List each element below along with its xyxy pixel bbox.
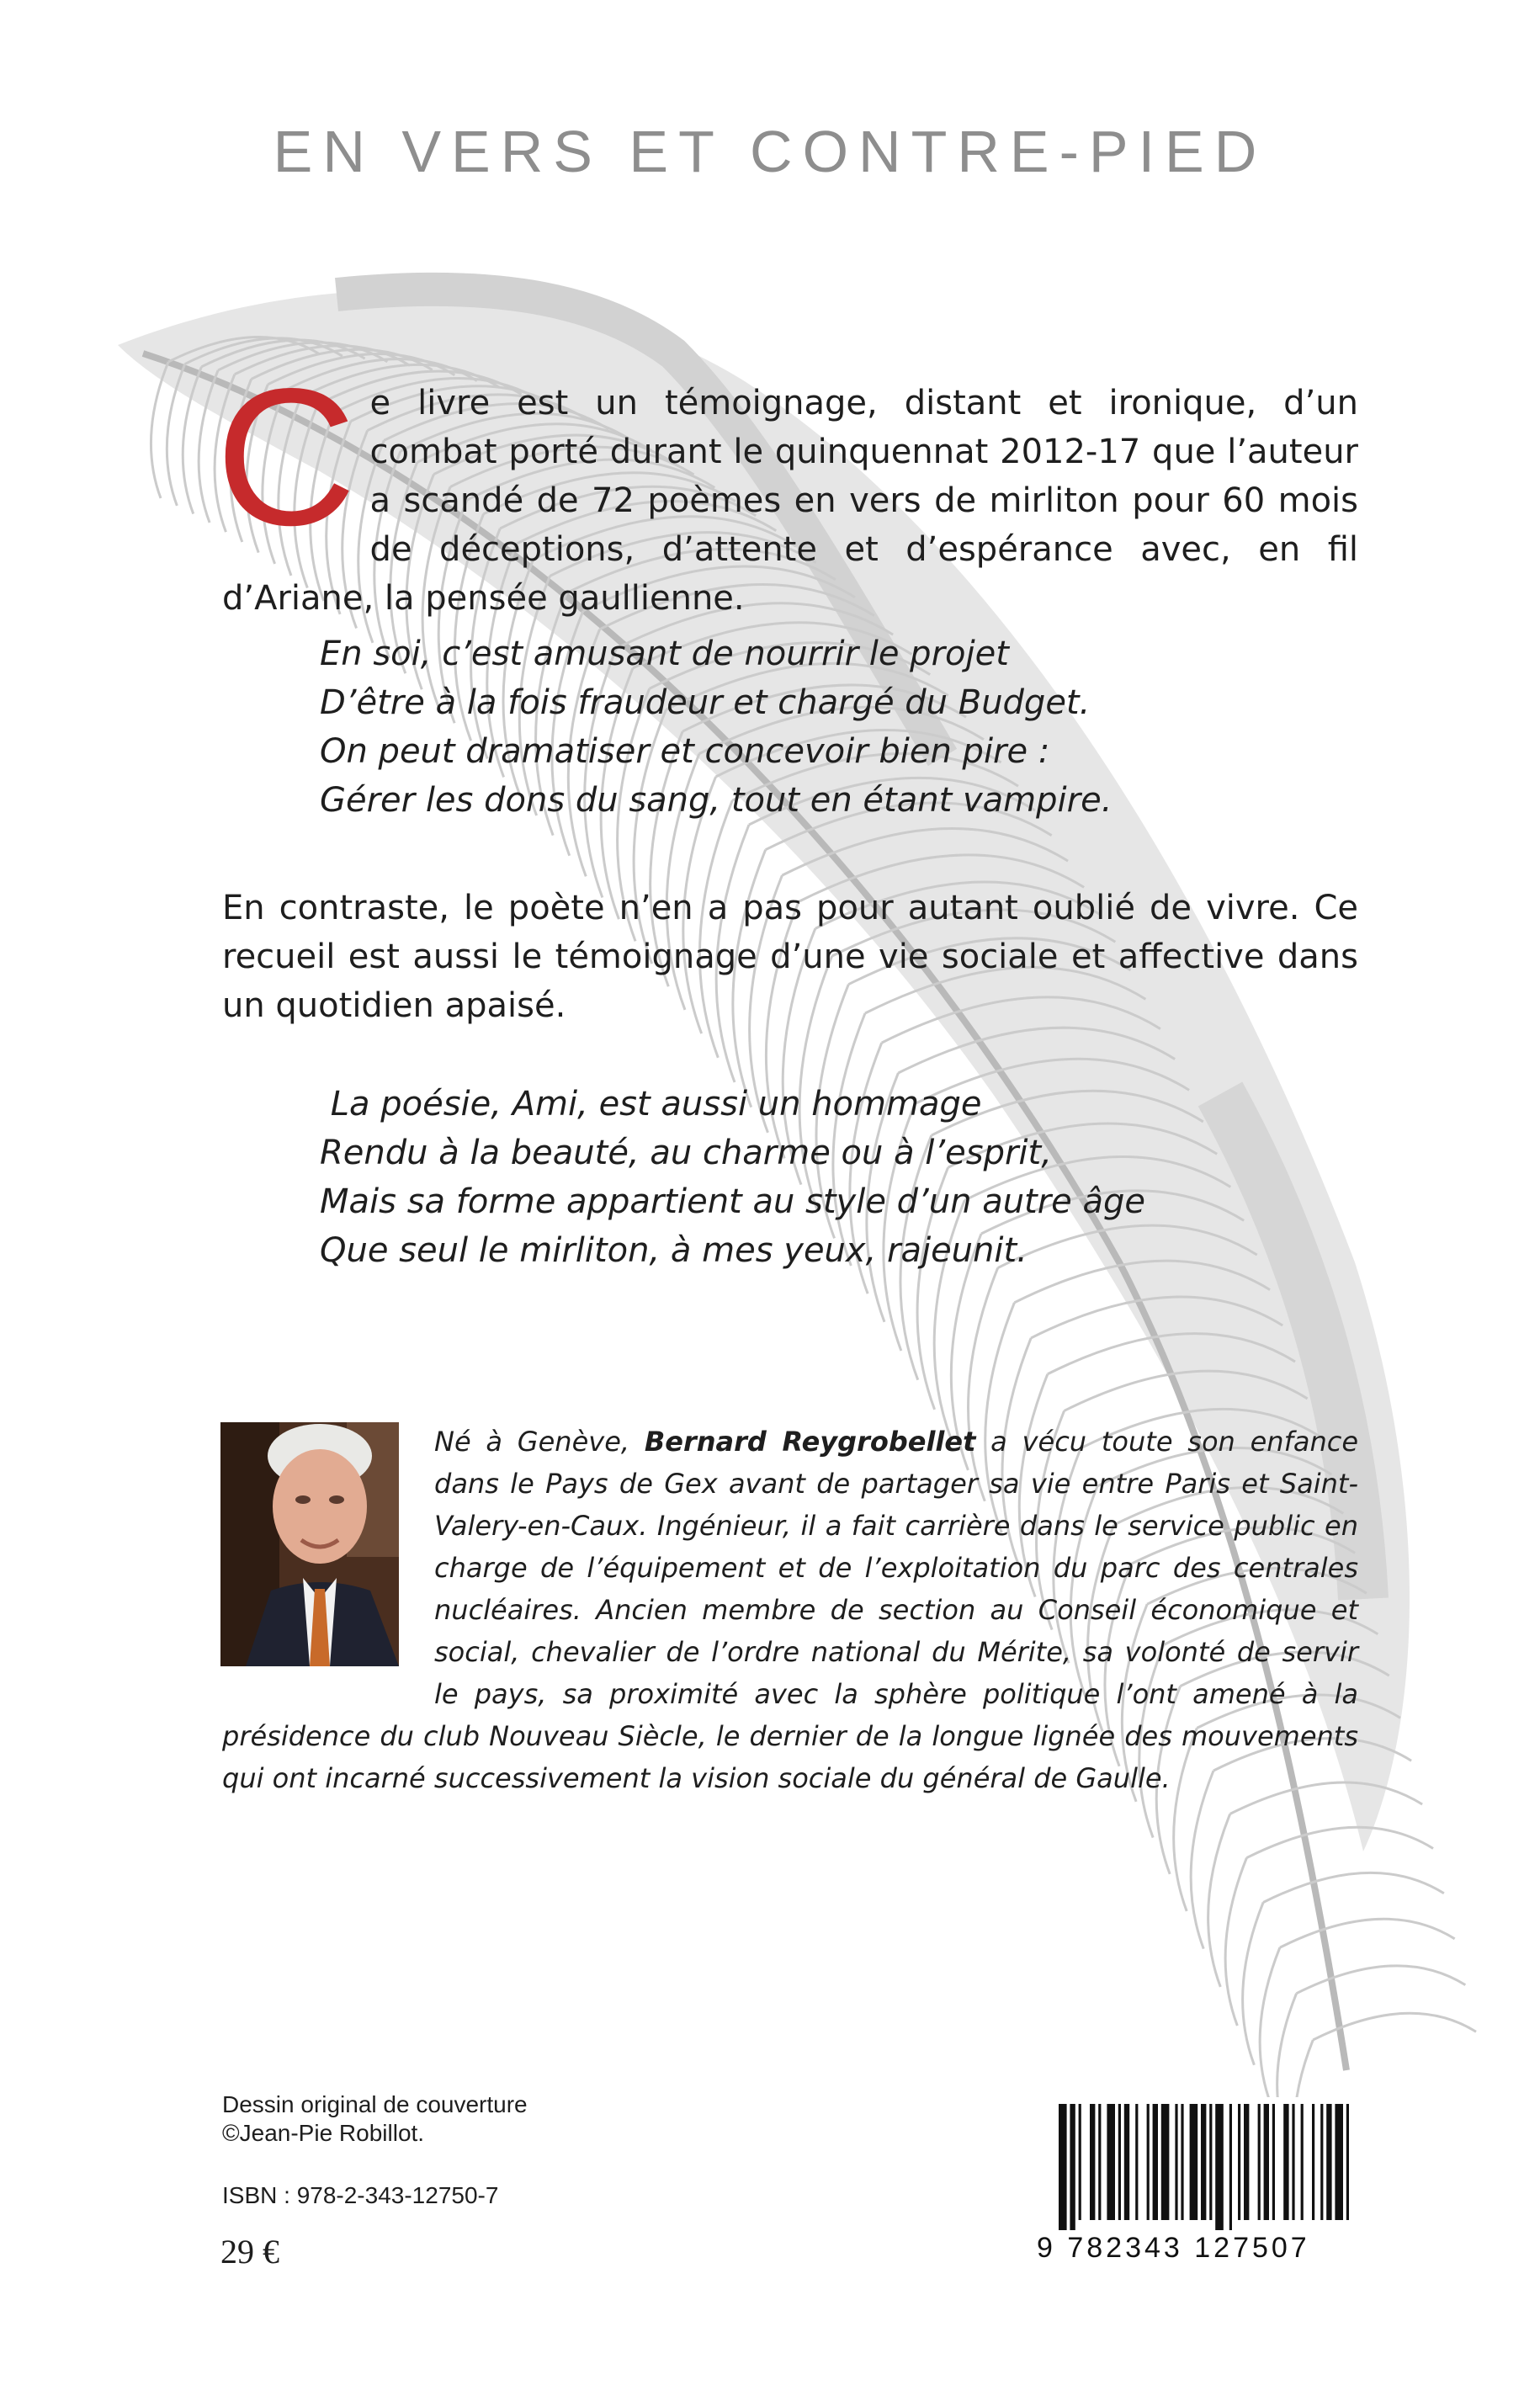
author-name: Bernard Reygrobellet [644, 1426, 976, 1458]
verse-line: La poésie, Ami, est aussi un hommage [320, 1085, 982, 1123]
verse-line: Que seul le mirliton, à mes yeux, rajeunit. [320, 1231, 1028, 1270]
intro-text: e livre est un témoignage, distant et ironique, d’un combat porté durant le quinquennat 2012-17 que l’auteur a scandé de 72 poèmes en vers de mirliton pour 60 mois de déceptions, d’attente et d’espérance avec, en fil d’Ariane, la pensée gaullienne. [222, 384, 1358, 618]
credit-line: Dessin original de couverture [222, 2091, 528, 2117]
barcode [1059, 2104, 1353, 2230]
drop-cap: C [215, 348, 357, 566]
cover-credit [222, 2090, 528, 2148]
middle-paragraph: En contraste, le poète n’en a pas pour autant oublié de vivre. Ce recueil est aussi le témoignage d’une vie sociale et affective dans un quotidien apaisé. [222, 889, 1358, 1025]
verse-stanza-2 [320, 1080, 1145, 1275]
verse-line: Gérer les dons du sang, tout en étant vampire. [320, 781, 1113, 820]
verse-line: Rendu à la beauté, au charme ou à l’esprit, [320, 1134, 1052, 1172]
author-bio [222, 1421, 1358, 1799]
verse-line: D’être à la fois fraudeur et chargé du Budget. [320, 683, 1091, 722]
bio-lead: Né à Genève, [434, 1426, 645, 1458]
intro-paragraph [215, 348, 1358, 623]
verse-line: En soi, c’est amusant de nourrir le projet [320, 635, 1009, 673]
verse-line: Mais sa forme appartient au style d’un autre âge [320, 1182, 1146, 1221]
barcode-digits: 9 782343 127507 [1037, 2232, 1310, 2264]
verse-line: On peut dramatiser et concevoir bien pire : [320, 732, 1050, 771]
price: 29 € [220, 2233, 279, 2271]
book-title: EN VERS ET CONTRE-PIED [273, 119, 1267, 184]
bio-text: a vécu toute son enfance dans le Pays de Gex avant de partager sa vie entre Paris et Saint-Valery-en-Caux. Ingénieur, il a fait carrière dans le service public en charge de l’équipement et de l’exploitation du parc des centrales nucléaires. Ancien membre de section au Conseil économique et social, chevalier de l’ordre national du Mérite, sa volonté de servir le pays, sa proximité avec la sphère politique l’ont amené à la présidence du club Nouveau Siècle, le dernier de la longue lignée des mouvements qui ont incarné successivement la vision sociale du général de Gaulle. [222, 1426, 1359, 1794]
isbn: ISBN : 978-2-343-12750-7 [222, 2182, 499, 2208]
credit-line: ©Jean-Pie Robillot. [222, 2120, 425, 2146]
verse-stanza-1 [320, 629, 1112, 825]
